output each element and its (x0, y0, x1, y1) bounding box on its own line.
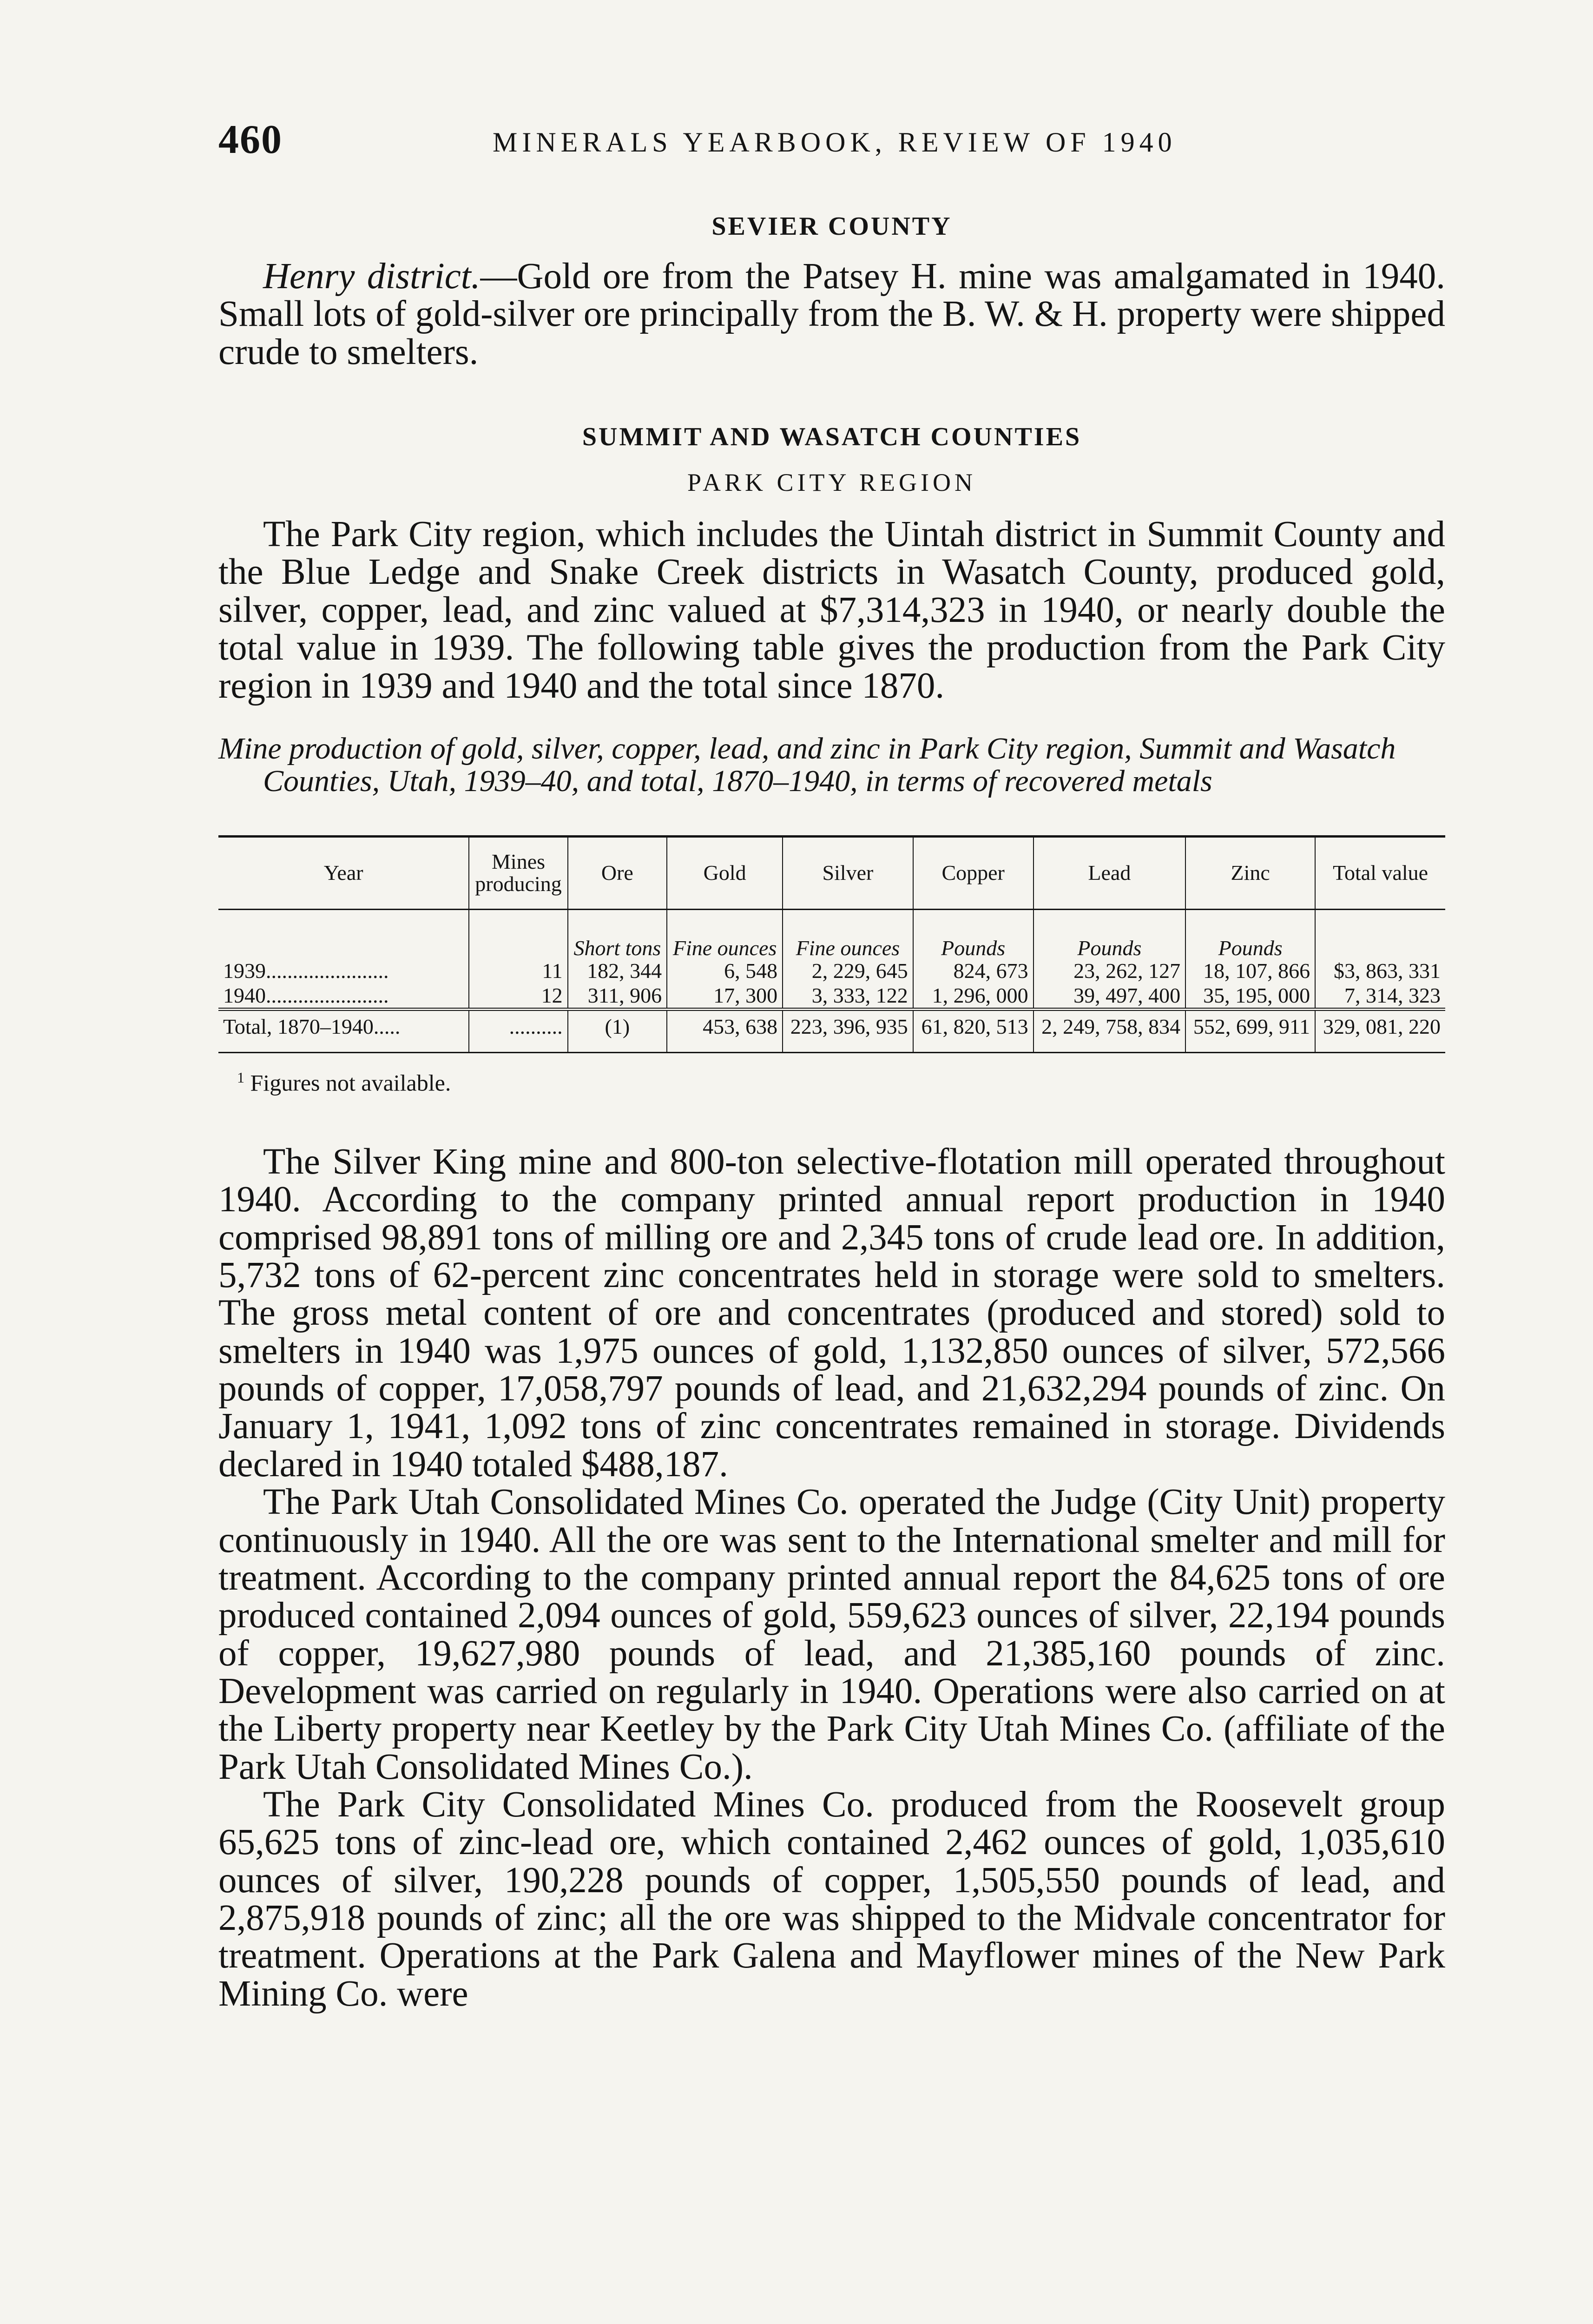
cell-silver: 2, 229, 645 (783, 959, 913, 983)
cell-total: 7, 314, 323 (1315, 984, 1445, 1010)
cell-lead: 2, 249, 758, 834 (1033, 1009, 1186, 1052)
col-header-gold: Gold (667, 837, 783, 910)
running-head (218, 116, 1445, 186)
cell-zinc: 18, 107, 866 (1185, 959, 1315, 983)
cell-zinc: 552, 699, 911 (1185, 1009, 1315, 1052)
cell-copper: 61, 820, 513 (913, 1009, 1033, 1052)
cell-copper: 824, 673 (913, 959, 1033, 983)
henry-district-lead: Henry district. (263, 256, 481, 297)
cell-ore: 182, 344 (568, 959, 667, 983)
production-table (218, 835, 1445, 1053)
cell-year: 1940....................... (223, 983, 389, 1007)
col-header-lead: Lead (1033, 837, 1186, 910)
paragraph-park-city-intro: The Park City region, which includes the Uintah district in Summit County and the Blue Ledge and Snake Creek districts in Wasatch County, produced gold, silver, copper, lead, and zinc valued at $7,314,323 in 1940, or nearly double the total value in 1939. The following table gives the production from the Park City region in 1939 and 1940 and the total since 1870. (218, 514, 1445, 706)
cell-total: $3, 863, 331 (1315, 959, 1445, 983)
unit-copper: Pounds (913, 909, 1033, 959)
col-header-zinc: Zinc (1185, 837, 1315, 910)
table-row-total (218, 1009, 1445, 1052)
cell-mines: 12 (469, 984, 567, 1010)
table-row-1939 (218, 959, 1445, 983)
henry-district-text: —Gold ore from the Patsey H. mine was amalgamated in 1940. Small lots of gold-silver ore principally from the B. W. & H. property were shipped crude to smelters. (218, 256, 1445, 372)
document-page (218, 116, 1445, 2013)
cell-year: 1939....................... (223, 959, 389, 983)
col-header-copper: Copper (913, 837, 1033, 910)
cell-mines: .......... (469, 1009, 567, 1052)
cell-ore: 311, 906 (568, 984, 667, 1010)
table-header-row (218, 837, 1445, 910)
section-heading-sevier: SEVIER COUNTY (711, 212, 952, 241)
unit-gold: Fine ounces (667, 909, 783, 959)
running-title: MINERALS YEARBOOK, REVIEW OF 1940 (493, 127, 1177, 158)
unit-silver: Fine ounces (783, 909, 913, 959)
cell-total: 329, 081, 220 (1315, 1009, 1445, 1052)
cell-zinc: 35, 195, 000 (1185, 984, 1315, 1010)
col-header-silver: Silver (783, 837, 913, 910)
cell-silver: 3, 333, 122 (783, 984, 913, 1010)
unit-zinc: Pounds (1185, 909, 1315, 959)
paragraph-silver-king: The Silver King mine and 800-ton selective-flotation mill operated throughout 1940. According to the company printed annual report production in 1940 comprised 98,891 tons of milling ore and 2,345 tons of crude lead ore. In addition, 5,732 tons of 62-percent zinc concentrates held in storage were sold to smelters. The gross metal content of ore and concentrates (produced and stored) sold to smelters in 1940 was 1,975 ounces of gold, 1,132,850 ounces of silver, 572,566 pounds of copper, 17,058,797 pounds of lead, and 21,632,294 pounds of zinc. On January 1, 1941, 1,092 tons of zinc concentrates remained in storage. Dividends declared in 1940 totaled $488,187. (218, 1141, 1445, 1485)
paragraph-park-city-consolidated: The Park City Consolidated Mines Co. produced from the Roosevelt group 65,625 tons of zinc-lead ore, which contained 2,462 ounces of gold, 1,035,610 ounces of silver, 190,228 pounds of copper, 1,505,550 pounds of lead, and 2,875,918 pounds of zinc; all the ore was shipped to the Midvale concentrator for treatment. Operations at the Park Galena and Mayflower mines of the New Park Mining Co. were (218, 1784, 1445, 2014)
table-caption: Mine production of gold, silver, copper, lead, and zinc in Park City region, Summit and Wasatch Counties, Utah, 1939–40, and total, 1870–1940, in terms of recovered metals (218, 731, 1396, 799)
paragraph-park-utah: The Park Utah Consolidated Mines Co. operated the Judge (City Unit) property continuously in 1940. All the ore was sent to the International smelter and mill for treatment. According to the company printed annual report the 84,625 tons of ore produced contained 2,094 ounces of gold, 559,623 ounces of silver, 22,194 pounds of copper, 19,627,980 pounds of lead, and 21,385,160 pounds of zinc. Development was carried on regularly in 1940. Operations were also carried on at the Liberty property near Keetley by the Park City Utah Mines Co. (affiliate of the Park Utah Consolidated Mines Co.). (218, 1482, 1445, 1787)
unit-lead: Pounds (1033, 909, 1186, 959)
table-row-1940 (218, 984, 1445, 1010)
cell-ore: (1) (568, 1009, 667, 1052)
cell-lead: 39, 497, 400 (1033, 984, 1186, 1010)
cell-mines: 11 (469, 959, 567, 983)
cell-gold: 17, 300 (667, 984, 783, 1010)
col-header-year: Year (218, 837, 469, 910)
col-header-ore: Ore (568, 837, 667, 910)
table-footnote: $^1$ Figures not available. (237, 1069, 451, 1096)
col-header-mines: Mines producing (469, 837, 567, 910)
paragraph-henry-district (218, 257, 1445, 371)
cell-silver: 223, 396, 935 (783, 1009, 913, 1052)
section-heading-summit-wasatch: SUMMIT AND WASATCH COUNTIES (582, 423, 1082, 452)
col-header-total: Total value (1315, 837, 1445, 910)
cell-year: Total, 1870–1940..... (218, 1009, 469, 1052)
page-number: 460 (218, 117, 283, 162)
subsection-heading-park-city: PARK CITY REGION (687, 469, 977, 497)
cell-copper: 1, 296, 000 (913, 984, 1033, 1010)
unit-ore: Short tons (568, 909, 667, 959)
cell-gold: 453, 638 (667, 1009, 783, 1052)
cell-lead: 23, 262, 127 (1033, 959, 1186, 983)
cell-gold: 6, 548 (667, 959, 783, 983)
table-units-row (218, 909, 1445, 959)
